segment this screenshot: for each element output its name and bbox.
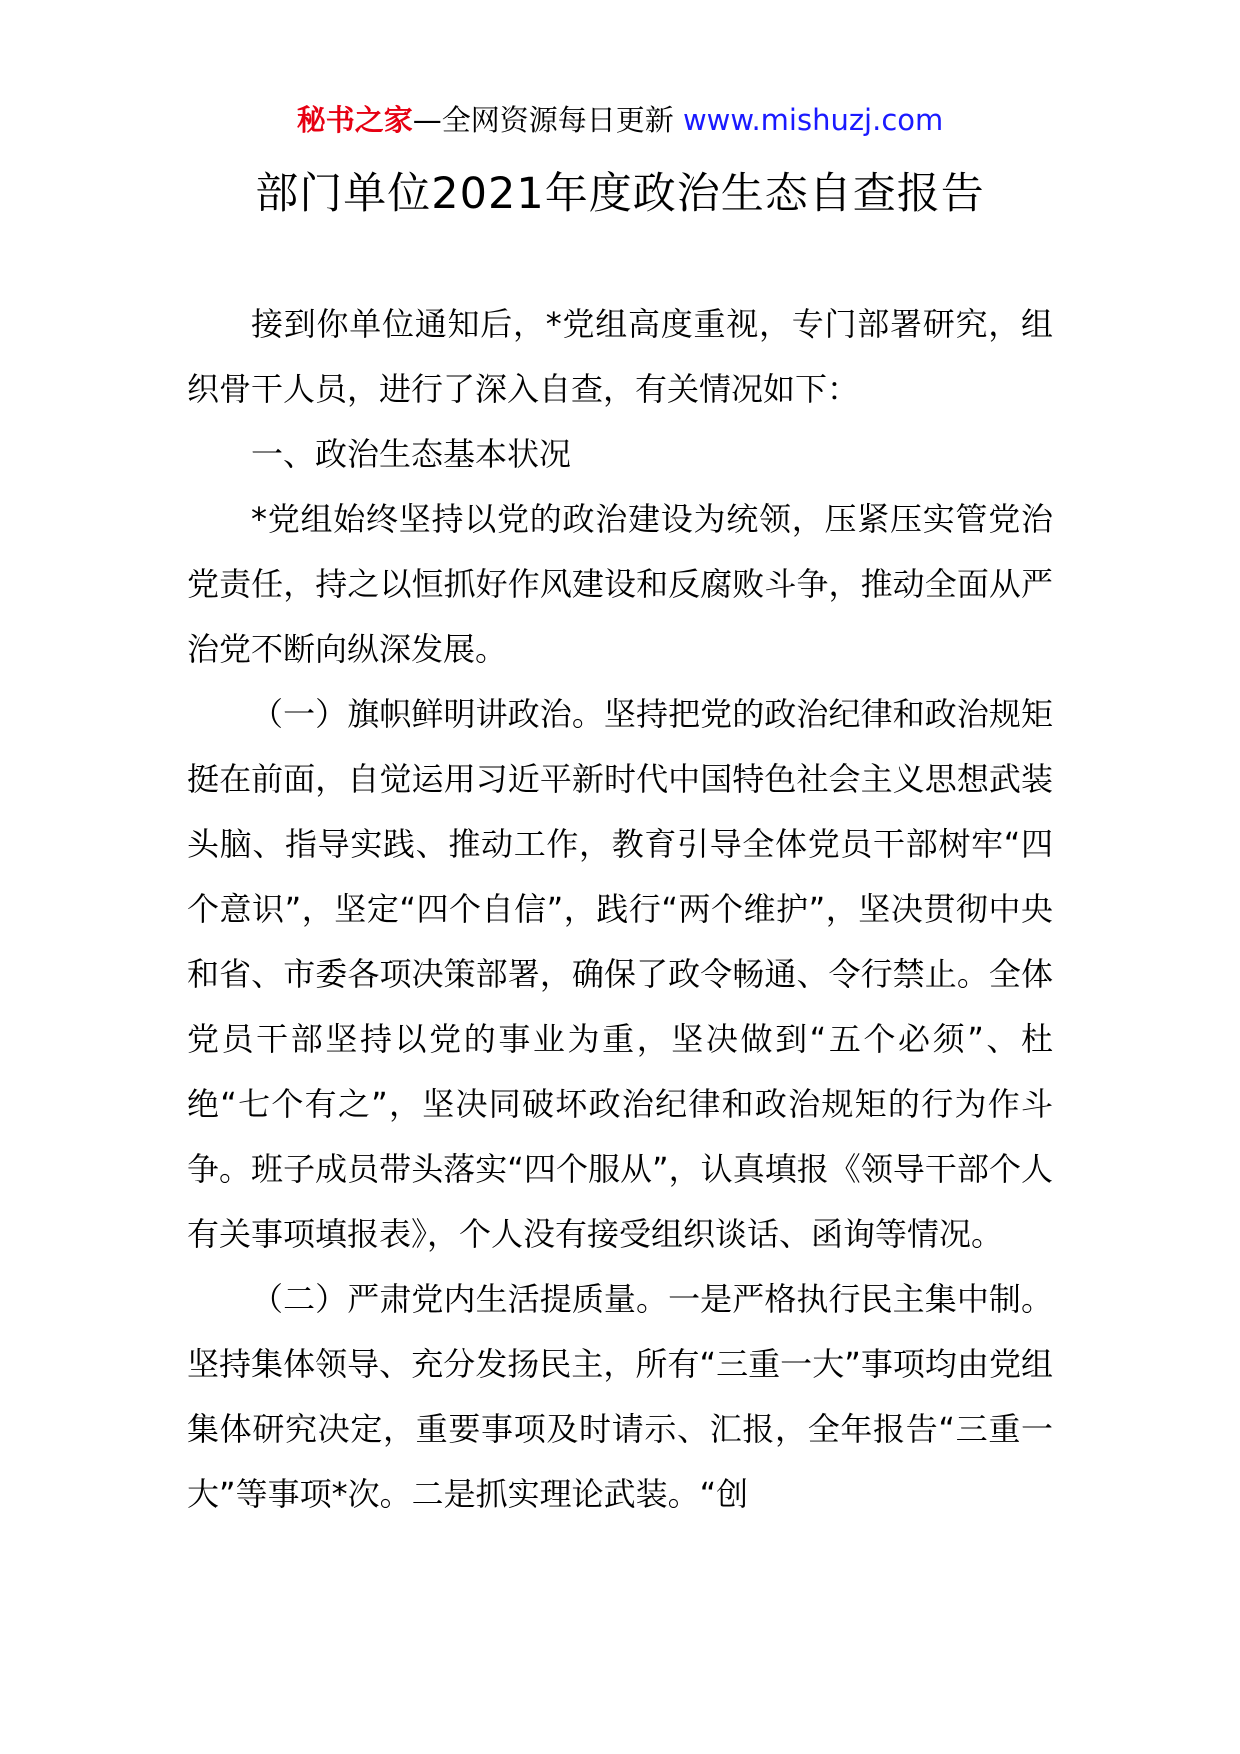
paragraph-subsection-2: （二）严肃党内生活提质量。一是严格执行民主集中制。坚持集体领导、充分发扬民主，所有“三重一大”事项均由党组集体研究决定，重要事项及时请示、汇报，全年报告“三重一大”等事项*次。二是抓实理论武装。“创	[187, 1280, 1053, 1513]
paragraph-intro: 接到你单位通知后，*党组高度重视，专门部署研究，组织骨干人员，进行了深入自查，有关情况如下：	[187, 305, 1053, 408]
document-body	[187, 292, 1053, 1527]
header-tagline: —全网资源每日更新	[412, 103, 674, 137]
section-heading-1: 一、政治生态基本状况	[251, 435, 572, 473]
document-title: 部门单位2021年度政治生态自查报告	[255, 169, 985, 219]
brand-name: 秘书之家	[296, 103, 413, 137]
website-url[interactable]: www.mishuzj.com	[682, 103, 944, 137]
paragraph-overview: *党组始终坚持以党的政治建设为统领，压紧压实管党治党责任，持之以恒抓好作风建设和反腐败斗争，推动全面从严治党不断向纵深发展。	[187, 500, 1053, 668]
paragraph-subsection-1: （一）旗帜鲜明讲政治。坚持把党的政治纪律和政治规矩挺在前面，自觉运用习近平新时代中国特色社会主义思想武装头脑、指导实践、推动工作，教育引导全体党员干部树牢“四个意识”，坚定“四个自信”，践行“两个维护”，坚决贯彻中央和省、市委各项决策部署，确保了政令畅通、令行禁止。全体党员干部坚持以党的事业为重，坚决做到“五个必须”、杜绝“七个有之”，坚决同破坏政治纪律和政治规矩的行为作斗争。班子成员带头落实“四个服从”，认真填报《领导干部个人有关事项填报表》，个人没有接受组织谈话、函询等情况。	[187, 695, 1053, 1253]
site-header	[0, 100, 1240, 140]
